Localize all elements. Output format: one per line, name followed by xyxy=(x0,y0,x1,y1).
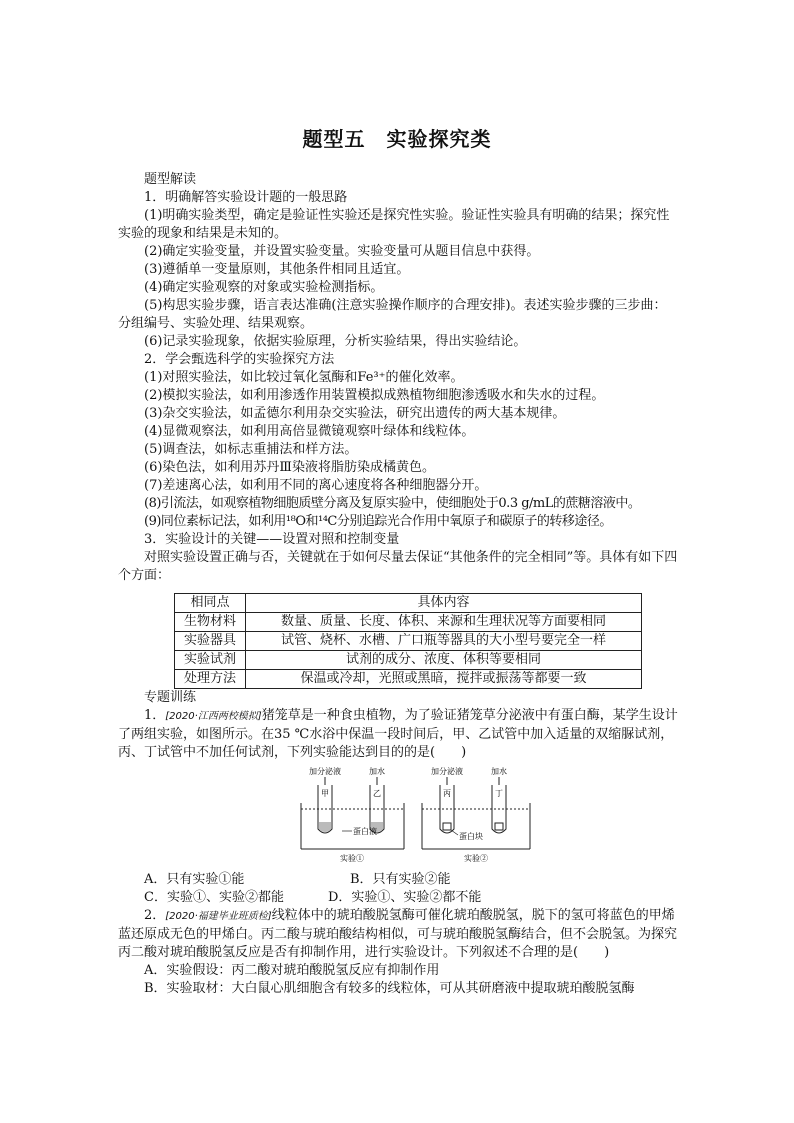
paragraph: (5)调查法，如标志重捕法和样方法。 xyxy=(144,442,358,457)
option-row xyxy=(118,871,678,889)
label-add-water: 加水 xyxy=(369,767,385,776)
table-header-row xyxy=(175,594,642,613)
tube-label: 甲 xyxy=(321,789,329,798)
table-header-cell: 具体内容 xyxy=(246,594,642,613)
question-number: 1． xyxy=(144,708,166,723)
table-cell: 生物材料 xyxy=(175,613,246,632)
table-cell: 试剂的成分、浓度、体积等要相同 xyxy=(246,651,642,670)
paragraph: (6)染色法，如利用苏丹Ⅲ染液将脂肪染成橘黄色。 xyxy=(144,460,435,475)
section-3-heading: 3．实验设计的关键——设置对照和控制变量 xyxy=(144,532,400,547)
option-b[interactable]: B．实验取材：大白鼠心肌细胞含有较多的线粒体，可从其研磨液中提取琥珀酸脱氢酶 xyxy=(144,981,635,996)
page-title: 题型五 实验探究类 xyxy=(302,127,492,151)
question-1 xyxy=(118,707,678,762)
section-intro: 题型解读 xyxy=(144,172,197,187)
section-2-heading: 2．学会甄选科学的实验探究方法 xyxy=(144,352,335,367)
paragraph: (2)模拟实验法，如利用渗透作用装置模拟成熟植物细胞渗透吸水和失水的过程。 xyxy=(144,388,605,403)
paragraph: (7)差速离心法，如利用不同的离心速度将各种细胞器分开。 xyxy=(144,478,488,493)
document-body xyxy=(118,171,678,998)
table-row xyxy=(175,670,642,689)
table-cell: 试管、烧杯、水槽、广口瓶等器具的大小型号要完全一样 xyxy=(246,632,642,651)
tube-label: 乙 xyxy=(373,789,381,798)
question-text: 线粒体中的琥珀酸脱氢酶可催化琥珀酸脱氢，脱下的氢可将蓝色的甲烯蓝还原成无色的甲烯白。丙二酸与琥珀酸结构相似，可与琥珀酸脱氢酶结合，但不会脱氢。为探究丙二酸对琥珀酸脱氢反应是否有抑制作用，进行实验设计。下列叙述不合理的是( ) xyxy=(118,908,678,960)
label-experiment-1: 实验① xyxy=(340,854,364,863)
training-heading: 专题训练 xyxy=(144,690,197,705)
label-add-secretion: 加分泌液 xyxy=(309,767,341,776)
question-number: 2． xyxy=(144,908,166,923)
paragraph: (6)记录实验现象，依据实验原理，分析实验结果，得出实验结论。 xyxy=(144,334,527,349)
question-2 xyxy=(118,907,678,962)
paragraph: (4)确定实验观察的对象或实验检测指标。 xyxy=(144,280,384,295)
beaker-1 xyxy=(301,803,404,849)
tube-label: 丙 xyxy=(443,789,451,798)
table-cell: 实验器具 xyxy=(175,632,246,651)
question-source: [2020·江西两校模拟] xyxy=(165,711,262,722)
option-d[interactable]: D．实验①、实验②都不能 xyxy=(328,890,482,905)
table-row xyxy=(175,651,642,670)
table-cell: 保温或冷却，光照或黑暗，搅拌或振荡等都要一致 xyxy=(246,670,642,689)
control-variables-table xyxy=(174,593,642,689)
beaker-2 xyxy=(422,803,530,849)
question-text: 猪笼草是一种食虫植物，为了验证猪笼草分泌液中有蛋白酶，某学生设计了两组实验，如图所示。在35 ℃水浴中保温一段时间后，甲、乙试管中加入适量的双缩脲试剂，丙、丁试管中不加任何试剂，下列实验能达到目的的是( ) xyxy=(118,708,678,760)
option-a[interactable]: A．实验假设：丙二酸对琥珀酸脱氢反应有抑制作用 xyxy=(144,963,440,978)
question-source: [2020·福建毕业班质检] xyxy=(165,911,272,922)
option-a[interactable]: A．只有实验①能 xyxy=(144,872,245,887)
table-cell: 处理方法 xyxy=(175,670,246,689)
table-header-cell: 相同点 xyxy=(175,594,246,613)
table-row xyxy=(175,613,642,632)
paragraph: (1)对照实验法，如比较过氧化氢酶和Fe³⁺的催化效率。 xyxy=(144,370,464,385)
paragraph: (4)显微观察法，如利用高倍显微镜观察叶绿体和线粒体。 xyxy=(144,424,475,439)
tube-label: 丁 xyxy=(495,789,503,798)
table-cell: 数量、质量、长度、体积、来源和生理状况等方面要相同 xyxy=(246,613,642,632)
label-add-secretion: 加分泌液 xyxy=(431,767,463,776)
table-cell: 实验试剂 xyxy=(175,651,246,670)
label-protein-solution: 蛋白液 xyxy=(353,827,377,836)
paragraph: 对照实验设置正确与否，关键就在于如何尽量去保证“其他条件的完全相同”等。具体有如下四个方面： xyxy=(118,550,678,583)
option-row xyxy=(118,889,678,907)
paragraph: (8)引流法，如观察植物细胞质壁分离及复原实验中，使细胞处于0.3 g/mL的蔗糖溶液中。 xyxy=(144,496,641,511)
label-protein-block: 蛋白块 xyxy=(459,832,483,841)
paragraph: (3)杂交实验法，如孟德尔利用杂交实验法，研究出遗传的两大基本规律。 xyxy=(144,406,566,421)
paragraph: (2)确定实验变量，并设置实验变量。实验变量可从题目信息中获得。 xyxy=(144,244,540,259)
label-add-water: 加水 xyxy=(491,767,507,776)
paragraph: (9)同位素标记法，如利用¹⁸O和¹⁴C分别追踪光合作用中氧原子和碳原子的转移途径。 xyxy=(144,514,612,529)
paragraph: (3)遵循单一变量原则，其他条件相同且适宜。 xyxy=(144,262,410,277)
option-b[interactable]: B．只有实验②能 xyxy=(350,872,451,887)
option-c[interactable]: C．实验①、实验②都能 xyxy=(144,890,284,905)
label-experiment-2: 实验② xyxy=(464,854,488,863)
paragraph: (1)明确实验类型，确定是验证性实验还是探究性实验。验证性实验具有明确的结果；探究性实验的现象和结果是未知的。 xyxy=(118,208,670,241)
experiment-figure xyxy=(298,765,534,863)
paragraph: (5)构思实验步骤，语言表达准确(注意实验操作顺序的合理安排)。表述实验步骤的三步曲：分组编号、实验处理、结果观察。 xyxy=(118,298,667,331)
table-row xyxy=(175,632,642,651)
section-1-heading: 1．明确解答实验设计题的一般思路 xyxy=(144,190,348,205)
callout-line xyxy=(451,830,458,835)
